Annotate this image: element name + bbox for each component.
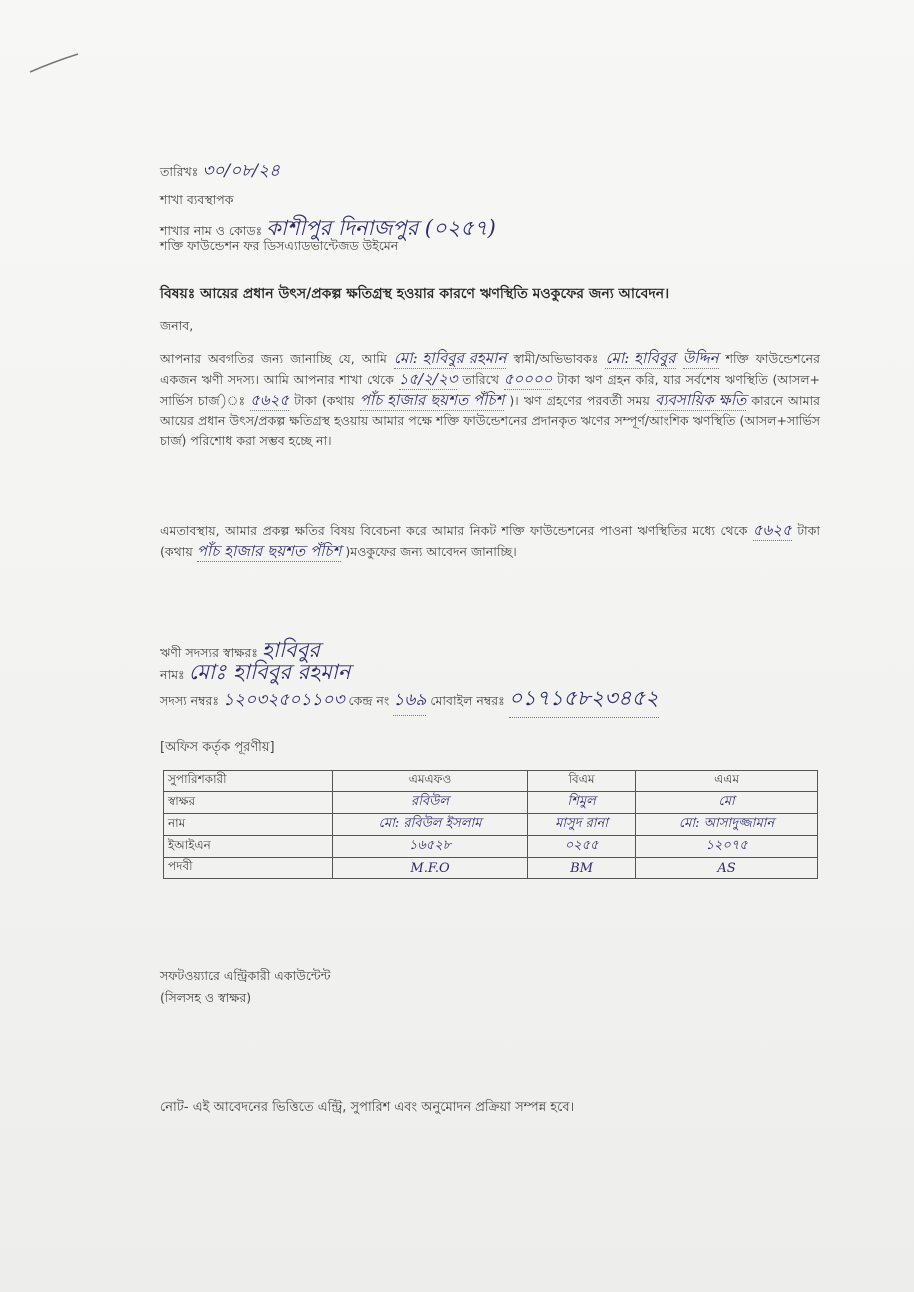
mobile-label: মোবাইল নম্বরঃ	[430, 693, 505, 708]
member-id-label: সদস্য নম্বরঃ	[160, 693, 220, 708]
branch-label: শাখার নাম ও কোডঃ	[160, 223, 263, 238]
guardian-handwritten-2: উদ্দিন	[682, 349, 719, 367]
guardian-handwritten: মো: হাবিবুর	[605, 349, 676, 367]
member-id-line	[160, 682, 659, 718]
loan-date-handwritten: ১৫/২/২৩	[398, 370, 458, 388]
date-label: তারিখঃ	[160, 164, 199, 179]
pen-stroke-mark	[28, 50, 88, 80]
table-cell: ১৬৫২৮	[333, 836, 528, 858]
table-cell: মাসুদ রানা	[528, 814, 636, 836]
body1-text-7: )। ঋণ গ্রহণের পরবর্তী সময়	[509, 393, 650, 408]
table-cell: ০২৫৫	[528, 836, 636, 858]
table-cell: AS	[636, 858, 818, 879]
body2-text-3: )মওকুফের জন্য আবেদন জানাচ্ছি।	[345, 544, 517, 559]
table-cell: মো	[636, 792, 818, 814]
body-paragraph-1	[160, 348, 820, 451]
row-label: ইআইএন	[164, 836, 333, 858]
member-name-handwritten: মো: হাবিবুর রহমান	[393, 349, 507, 367]
col-header-mfo: এমএফও	[333, 771, 528, 792]
center-label: কেন্দ্র নং	[348, 693, 390, 708]
body-paragraph-2	[160, 520, 820, 562]
row-label: স্বাক্ষর	[164, 792, 333, 814]
table-row	[164, 792, 818, 814]
organization-name: শক্তি ফাউন্ডেশন ফর ডিসএ্যাডভান্টেজড উইমেন	[160, 238, 399, 253]
table-row	[164, 858, 818, 879]
table-cell: মো: আসাদুজ্জামান	[636, 814, 818, 836]
footer-note: নোট- এই আবেদনের ভিত্তিতে এন্ট্রি, সুপারিশ এবং অনুমোদন প্রক্রিয়া সম্পন্ন হবে।	[160, 1100, 575, 1115]
row-label: নাম	[164, 814, 333, 836]
table-row	[164, 814, 818, 836]
row-label: পদবী	[164, 858, 333, 879]
accountant-label: সফটওয়্যারে এন্ট্রিকারী একাউন্টেন্ট	[160, 968, 331, 983]
balance-words-handwritten: পাঁচ হাজার ছয়শত পঁচিশ	[359, 391, 505, 409]
date-line	[160, 158, 280, 186]
body1-text-3: শক্তি ফাউন্ডেশনের একজন ঋণী সদস্য। আমি আপনার শাখা থেকে	[160, 351, 820, 387]
accountant-seal-label: (সিলসহ ও স্বাক্ষর)	[160, 990, 252, 1005]
addressee: শাখা ব্যবস্থাপক	[160, 192, 234, 207]
body2-text-1: এমতাবস্থায়, আমার প্রকল্প ক্ষতির বিষয় বিবেচনা করে আমার নিকট শক্তি ফাউন্ডেশনের পাওনা ঋণস্থিতির মধ্যে থেকে	[160, 523, 748, 538]
table-cell: মো: রবিউল ইসলাম	[333, 814, 528, 836]
waiver-amount-handwritten: ৫৬২৫	[752, 521, 792, 539]
body1-text-1: আপনার অবগতির জন্য জানাচ্ছি যে, আমি	[160, 351, 387, 366]
table-cell: শিমুল	[528, 792, 636, 814]
table-row	[164, 771, 818, 792]
branch-value: কাশীপুর দিনাজপুর (০২৫৭)	[266, 216, 496, 240]
loan-amount-handwritten: ৫০০০০	[503, 370, 553, 388]
mobile-number: ০১৭১৫৮২৩৪৫২	[509, 682, 659, 718]
col-header-am: এএম	[636, 771, 818, 792]
table-cell: ১২০৭৫	[636, 836, 818, 858]
office-use-label: [অফিস কর্তৃক পূরণীয়]	[160, 740, 275, 755]
member-name: মোঃ হাবিবুর রহমান	[188, 660, 351, 684]
row-label: সুপারিশকারী	[164, 771, 333, 792]
waiver-words-handwritten: পাঁচ হাজার ছয়শত পঁচিশ	[196, 542, 342, 560]
date-value: ৩০/০৮/২৪	[202, 161, 281, 181]
name-label: নামঃ	[160, 667, 185, 682]
approval-table	[163, 770, 818, 879]
table-row	[164, 836, 818, 858]
body1-text-2: স্বামী/অভিভাবকঃ	[513, 351, 599, 366]
table-cell: M.F.O	[333, 858, 528, 879]
table-cell: রবিউল	[333, 792, 528, 814]
subject-line: বিষয়ঃ আয়ের প্রধান উৎস/প্রকল্প ক্ষতিগ্রস্থ হওয়ার কারণে ঋণস্থিতি মওকুফের জন্য আবেদন।	[160, 286, 670, 302]
body1-text-4: তারিখে	[462, 372, 499, 387]
body1-text-5: টাকা ঋণ গ্রহন করি, যার সর্বশেষ ঋণস্থিতি (আসল+ সার্ভিস চার্জ)ঃ	[160, 372, 820, 408]
col-header-bm: বিএম	[528, 771, 636, 792]
signature-label: ঋণী সদস্যর স্বাক্ষরঃ	[160, 645, 258, 660]
balance-handwritten: ৫৬২৫	[250, 391, 290, 409]
table-cell: BM	[528, 858, 636, 879]
body1-text-6: টাকা (কথায়	[294, 393, 355, 408]
member-signature: হাবিবুর	[261, 638, 320, 662]
reason-handwritten: ব্যবসায়িক ক্ষতি	[654, 391, 747, 409]
member-id: ১২০৩২৫০১১০৩	[223, 690, 345, 710]
body2-text-2: টাকা (কথায়	[160, 523, 820, 559]
center-number: ১৬৯	[393, 687, 426, 716]
salutation: জনাব,	[160, 318, 194, 333]
body1-text-8: কারনে আমার আয়ের প্রধান উৎস/প্রকল্প ক্ষতিগ্রস্থ হওয়ায় আমার পক্ষে শক্তি ফাউন্ডেশনের প্রদানকৃত ঋণের সম্পূর্ণ/আংশিক ঋণস্থিতি (আসল+সার্ভিস চার্জ) পরিশোধ করা সম্ভব হচ্ছে না।	[160, 393, 821, 448]
